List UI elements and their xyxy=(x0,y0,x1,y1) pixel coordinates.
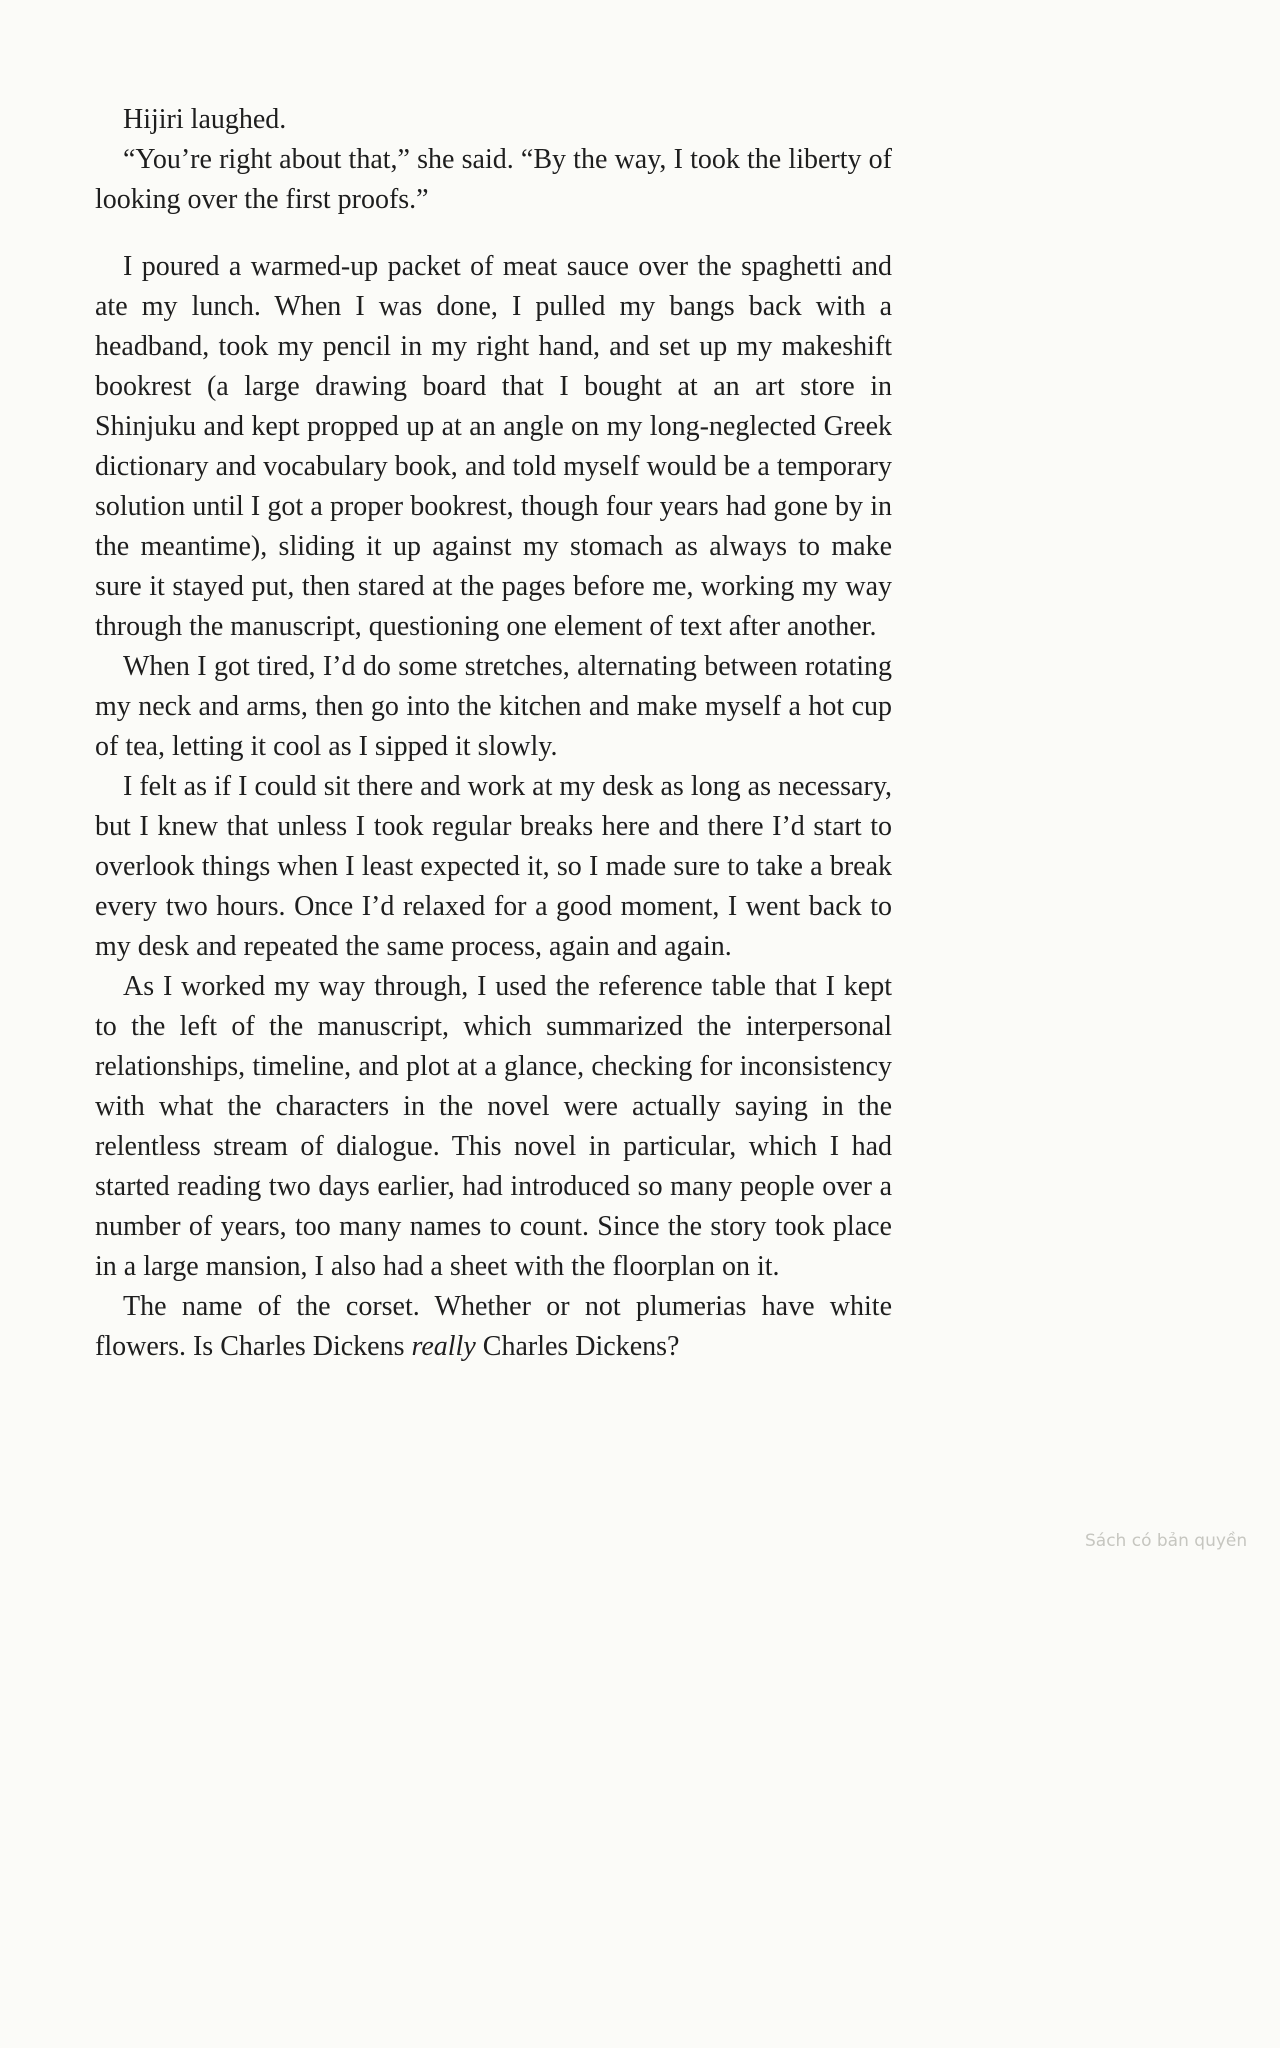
text-run: When I got tired, I’d do some stretches, alternating between rotating my neck and arms, then go into the kitchen and make myself a hot cup of tea, letting it cool as I sipped it slowly. xyxy=(95,651,892,762)
text-run: I felt as if I could sit there and work at my desk as long as necessary, but I knew that unless I took regular breaks here and there I’d start to overlook things when I least expected it, so I made sure to take a break every two hours. Once I’d relaxed for a good moment, I went back to my desk and repeated the same process, again and again. xyxy=(95,771,892,962)
paragraph xyxy=(95,647,892,767)
paragraph xyxy=(95,100,892,140)
italic-text-run: really xyxy=(411,1331,476,1362)
text-run: The name of the corset. Whether or not plumerias have white flowers. Is Charles Dickens xyxy=(95,1291,892,1362)
paragraph xyxy=(95,1287,892,1367)
paragraph xyxy=(95,967,892,1287)
text-run: “You’re right about that,” she said. “By the way, I took the liberty of looking over the first proofs.” xyxy=(95,144,892,215)
text-run: As I worked my way through, I used the reference table that I kept to the left of the manuscript, which summarized the interpersonal relationships, timeline, and plot at a glance, checking for inconsistency with what the characters in the novel were actually saying in the relentless stream of dialogue. This novel in particular, which I had started reading two days earlier, had introduced so many people over a number of years, too many names to count. Since the story took place in a large mansion, I also had a sheet with the floorplan on it. xyxy=(95,971,892,1282)
text-run: Charles Dickens? xyxy=(475,1331,680,1362)
text-run: Hijiri laughed. xyxy=(123,104,287,135)
copyright-watermark: Sách có bản quyền xyxy=(1085,1531,1248,1551)
paragraph xyxy=(95,140,892,220)
paragraph xyxy=(95,247,892,647)
paragraph xyxy=(95,767,892,967)
text-run: I poured a warmed-up packet of meat sauce over the spaghetti and ate my lunch. When I was done, I pulled my bangs back with a headband, took my pencil in my right hand, and set up my makeshift bookrest (a large drawing board that I bought at an art store in Shinjuku and kept propped up at an angle on my long-neglected Greek dictionary and vocabulary book, and told myself would be a temporary solution until I got a proper bookrest, though four years had gone by in the meantime), sliding it up against my stomach as always to make sure it stayed put, then stared at the pages before me, working my way through the manuscript, questioning one element of text after another. xyxy=(95,251,892,642)
text-block xyxy=(95,100,892,1367)
